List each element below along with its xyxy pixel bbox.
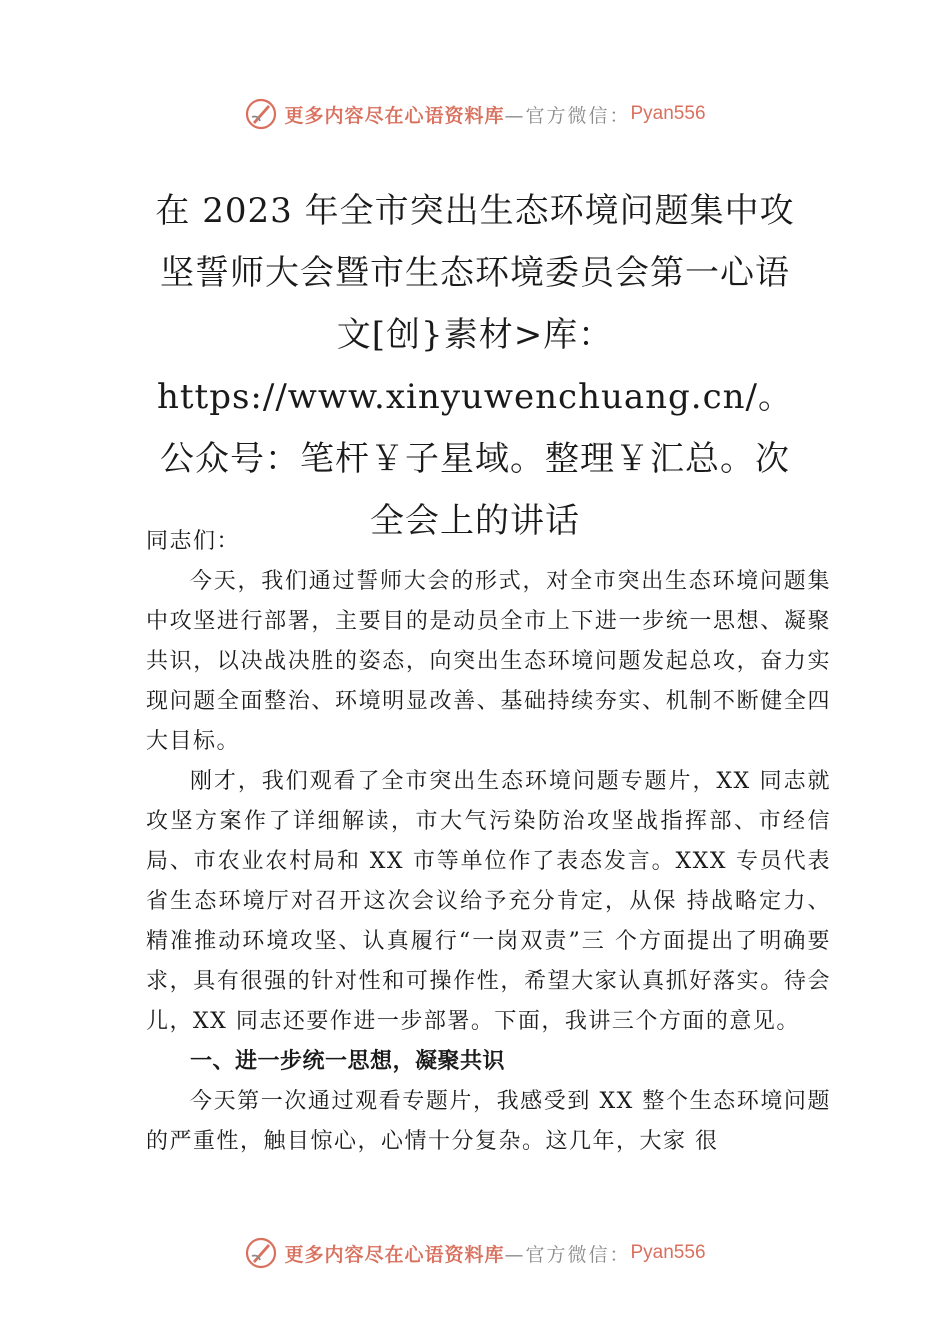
section-heading: 一、进一步统一思想，凝聚共识: [190, 1049, 506, 1074]
quill-logo-icon: [244, 1236, 278, 1270]
banner-library-text: 更多内容尽在心语资料库: [284, 1243, 505, 1266]
salutation: 同志们：: [146, 529, 241, 554]
banner-library-text: 更多内容尽在心语资料库: [284, 104, 505, 127]
paragraph: 今天，我们通过誓师大会的形式，对全市突出生态环境问题集中攻坚进行部署，主要目的是动员全市上下进一步统一思想、凝聚共识，以决战决胜的姿态，向突出生态环境问题发起总攻，奋力实现问题全面整治、环境明显改善、基础持续夯实、机制不断健全四大目标。: [146, 569, 831, 754]
footer-banner: [0, 1233, 950, 1273]
banner-wechat-id: Pyan556: [630, 103, 706, 124]
quill-logo-icon: [244, 97, 278, 131]
banner-wechat-label: —官方微信：: [504, 104, 631, 127]
banner-wechat-label: —官方微信：: [504, 1243, 631, 1266]
document-body: [146, 522, 831, 1162]
header-banner: [0, 94, 950, 134]
document-title: 在 2023 年全市突出生态环境问题集中攻坚誓师大会暨市生态环境委员会第一心语文[创}素材>库：https://www.xinyuwenchuang.cn/。公众号：笔杆￥子星域。整理￥汇总。次全会上的讲话: [155, 191, 795, 541]
paragraph: 刚才，我们观看了全市突出生态环境问题专题片，XX 同志就攻坚方案作了详细解读，市大气污染防治攻坚战指挥部、市经信局、市农业农村局和 XX 市等单位作了表态发言。XXX 专员代表省生态环境厅对召开这次会议给予充分肯定，从保 持战略定力、精准推动环境攻坚、认真履行“一岗双责”三 个方面提出了明确要求，具有很强的针对性和可操作性，希望大家认真抓好落实。待会儿，XX 同志还要作进一步部署。下面，我讲三个方面的意见。: [146, 769, 831, 1034]
banner-wechat-id: Pyan556: [630, 1242, 706, 1263]
paragraph: 今天第一次通过观看专题片，我感受到 XX 整个生态环境问题的严重性，触目惊心，心情十分复杂。这几年，大家 很: [146, 1089, 831, 1154]
